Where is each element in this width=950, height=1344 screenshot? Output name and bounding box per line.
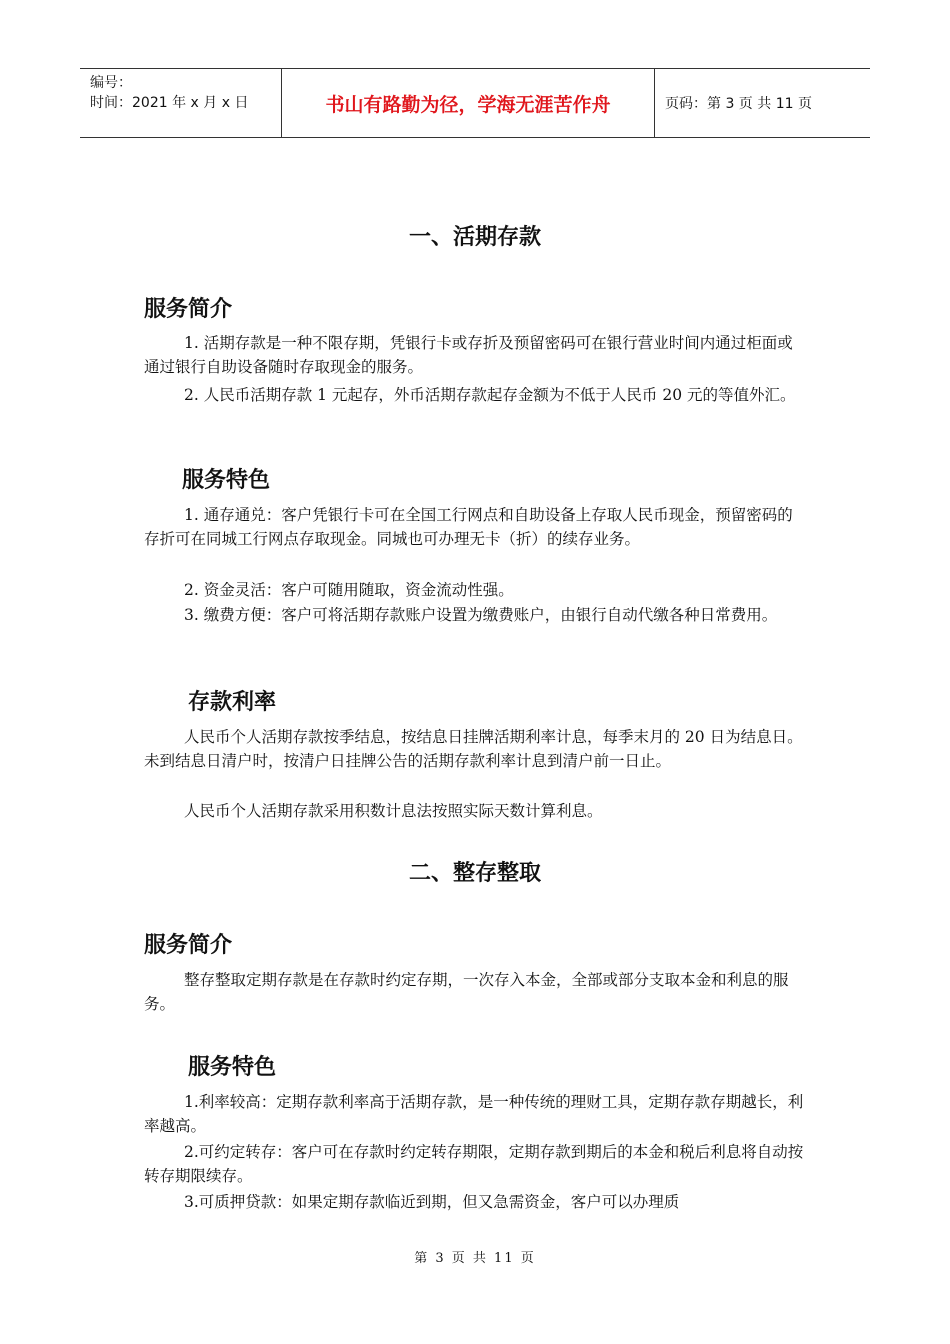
section-1-intro-p2: 2. 人民币活期存款 1 元起存，外币活期存款起存金额为不低于人民币 20 元的等值外汇。 — [184, 386, 796, 404]
section-2-features-heading: 服务特色 — [188, 1055, 277, 1080]
section-2-features-p1: 1.利率较高：定期存款利率高于活期存款，是一种传统的理财工具，定期存款存期越长，利率越高。 — [144, 1093, 804, 1135]
section-1-features-heading: 服务特色 — [182, 468, 271, 493]
section-1-rate-heading: 存款利率 — [188, 690, 277, 715]
section-1-features-p2: 2. 资金灵活：客户可随用随取，资金流动性强。 — [184, 581, 514, 599]
section-2-intro-p1: 整存整取定期存款是在存款时约定存期，一次存入本金，全部或部分支取本金和利息的服务。 — [144, 971, 789, 1013]
page-header — [80, 68, 870, 138]
section-2-intro-heading: 服务简介 — [144, 933, 233, 958]
page-footer: 第 3 页 共 11 页 — [414, 1251, 536, 1266]
header-page-info: 页码：第 3 页 共 11 页 — [665, 96, 812, 112]
header-motto: 书山有路勤为径，学海无涯苦作舟 — [282, 69, 655, 137]
section-1-features-p1: 1. 通存通兑：客户凭银行卡可在全国工行网点和自助设备上存取人民币现金，预留密码的存折可在同城工行网点存取现金。同城也可办理无卡（折）的续存业务。 — [144, 506, 793, 548]
section-2-title: 二、整存整取 — [408, 861, 541, 886]
section-1-title: 一、活期存款 — [408, 225, 541, 250]
section-1-intro-heading: 服务简介 — [144, 297, 233, 322]
section-1-rate-p2: 人民币个人活期存款采用积数计息法按照实际天数计算利息。 — [184, 802, 603, 820]
time-label: 时间：2021 年 x 月 x 日 — [90, 95, 249, 111]
header-meta — [80, 69, 282, 137]
section-2-features-p3: 3.可质押贷款：如果定期存款临近到期，但又急需资金，客户可以办理质 — [184, 1193, 680, 1211]
section-2-features-p2: 2.可约定转存：客户可在存款时约定转存期限，定期存款到期后的本金和税后利息将自动按转存期限续存。 — [144, 1143, 804, 1185]
serial-label: 编号： — [90, 75, 132, 91]
section-1-rate-p1: 人民币个人活期存款按季结息，按结息日挂牌活期利率计息，每季末月的 20 日为结息日。未到结息日清户时，按清户日挂牌公告的活期存款利率计息到清户前一日止。 — [144, 728, 803, 770]
section-1-features-p3: 3. 缴费方便：客户可将活期存款账户设置为缴费账户，由银行自动代缴各种日常费用。 — [184, 606, 778, 624]
section-1-intro-p1: 1. 活期存款是一种不限存期，凭银行卡或存折及预留密码可在银行营业时间内通过柜面或通过银行自助设备随时存取现金的服务。 — [144, 334, 793, 376]
